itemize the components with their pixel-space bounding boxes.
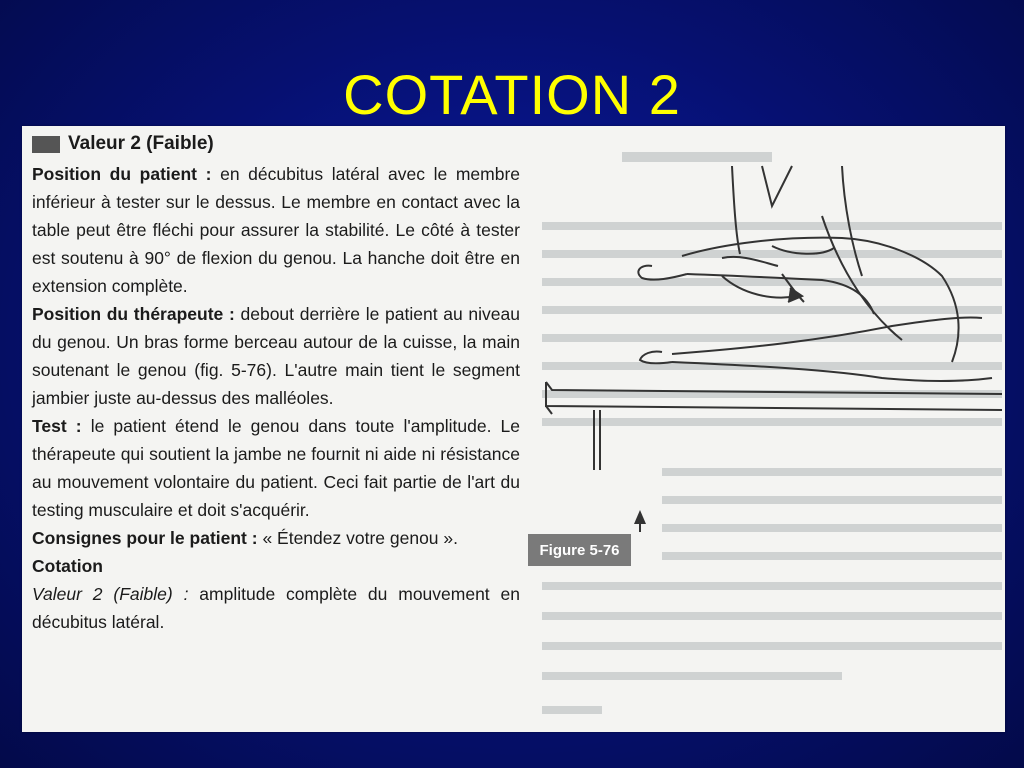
patient-position: Position du patient : en décubitus latéral avec le membre inférieur à tester sur le dessus. Le membre en contact avec la table peut être fléchi pour assurer la stabilité. Le côté à tester est soutenu à 90° de flexion du genou. La hanche doit être en extension complète. xyxy=(32,164,521,296)
figure-illustration xyxy=(522,126,1005,732)
scanned-page xyxy=(22,126,1005,732)
slide-title: COTATION 2 xyxy=(343,63,681,126)
test-description: Test : le patient étend le genou dans toute l'amplitude. Le thérapeute qui soutient la jambe ne fournit ni aide ni résistance au mouvement volontaire du patient. Ceci fait partie de l'art du testing musculaire et doit s'acquérir. xyxy=(32,416,520,520)
heading-marker-icon xyxy=(32,136,60,153)
figure-label: Figure 5-76 xyxy=(528,534,631,566)
text-column xyxy=(32,126,520,636)
section-heading xyxy=(32,130,520,158)
therapist-position: Position du thérapeute : debout derrière le patient au niveau du genou. Un bras forme berceau autour de la cuisse, la main soutenant le genou (fig. 5-76). L'autre main tient le segment jambier juste au-dessus des malléoles. xyxy=(32,304,520,408)
patient-instructions: Consignes pour le patient : « Étendez votre genou ». xyxy=(32,528,458,548)
heading-text: Valeur 2 (Faible) xyxy=(68,133,214,154)
bleed-through-lines xyxy=(522,126,1005,732)
cotation-text: Valeur 2 (Faible) : amplitude complète du mouvement en décubitus latéral. xyxy=(32,584,520,632)
cotation-heading: Cotation xyxy=(32,556,103,576)
